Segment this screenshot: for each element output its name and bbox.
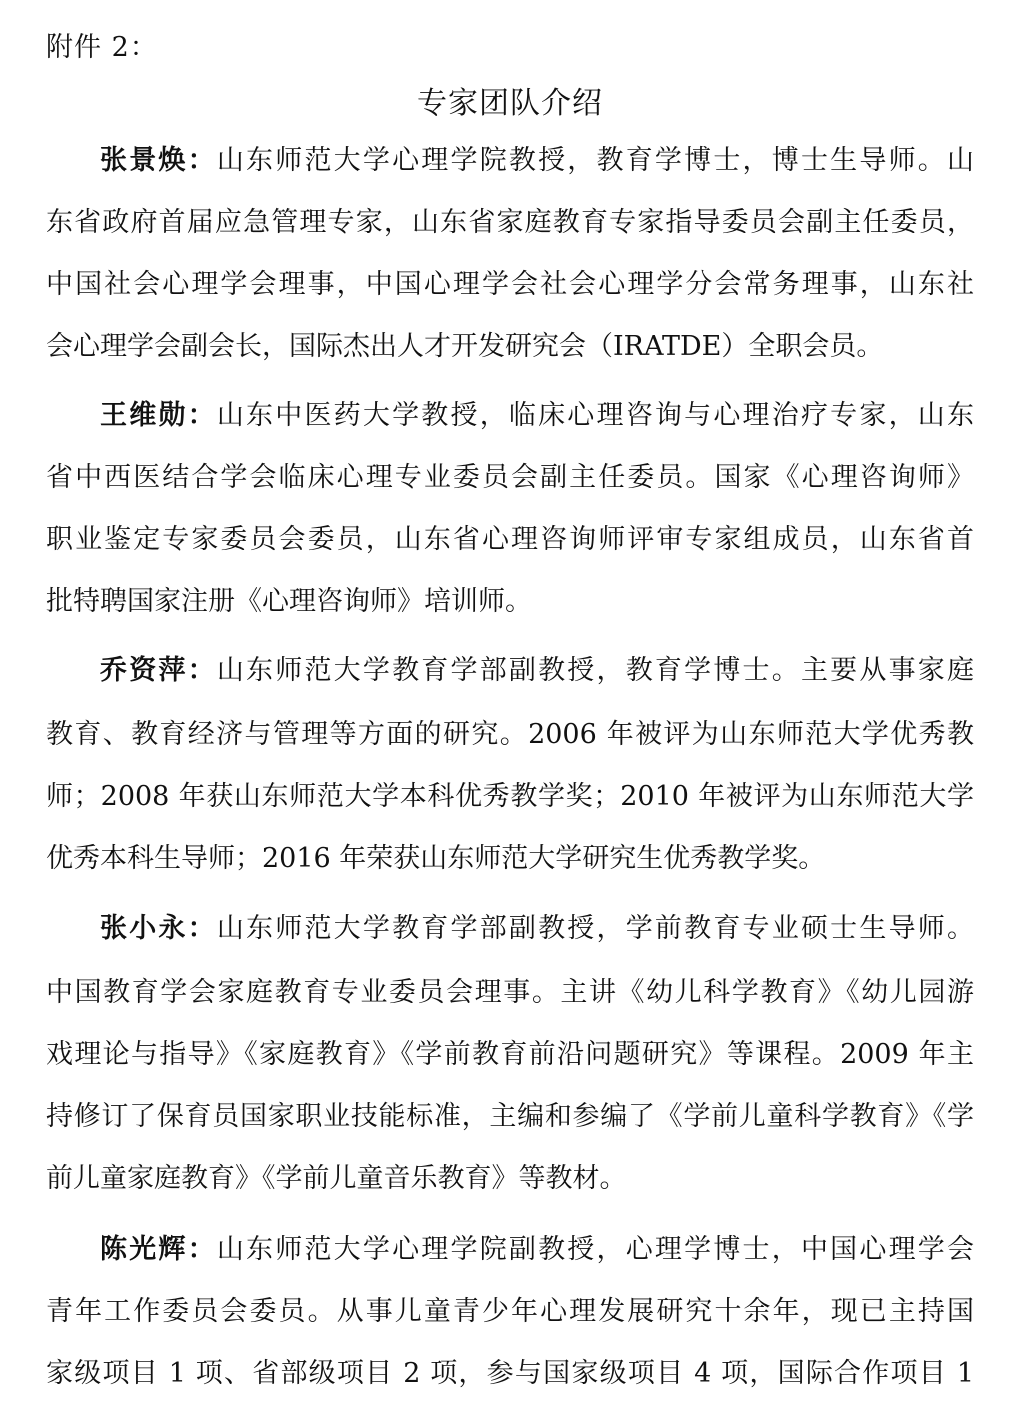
expert-paragraph-line: 批特聘国家注册《心理咨询师》培训师。 bbox=[46, 586, 532, 617]
attachment-label: 附件 2： bbox=[46, 32, 158, 63]
expert-paragraph-line: 张景焕：山东师范大学心理学院教授，教育学博士，博士生导师。山 bbox=[100, 145, 974, 176]
expert-name: 陈光辉： bbox=[100, 1234, 217, 1265]
expert-paragraph-line: 职业鉴定专家委员会委员，山东省心理咨询师评审专家组成员，山东省首 bbox=[46, 524, 974, 555]
expert-paragraph-line: 师；2008 年获山东师范大学本科优秀教学奖；2010 年被评为山东师范大学 bbox=[46, 781, 974, 812]
expert-paragraph-line: 乔资萍：山东师范大学教育学部副教授，教育学博士。主要从事家庭 bbox=[100, 655, 974, 686]
expert-paragraph-line: 张小永：山东师范大学教育学部副教授，学前教育专业硕士生导师。 bbox=[100, 913, 974, 944]
expert-paragraph-line: 持修订了保育员国家职业技能标准，主编和参编了《学前儿童科学教育》《学 bbox=[46, 1101, 974, 1132]
expert-name: 张小永： bbox=[100, 913, 217, 944]
expert-paragraph-line: 中国社会心理学会理事，中国心理学会社会心理学分会常务理事，山东社 bbox=[46, 269, 974, 300]
expert-paragraph-line: 省中西医结合学会临床心理专业委员会副主任委员。国家《心理咨询师》 bbox=[46, 462, 974, 493]
expert-name: 张景焕： bbox=[100, 145, 217, 176]
expert-paragraph-line: 陈光辉：山东师范大学心理学院副教授，心理学博士，中国心理学会 bbox=[100, 1234, 974, 1265]
expert-name: 王维勋： bbox=[100, 400, 217, 431]
expert-paragraph-line: 家级项目 1 项、省部级项目 2 项，参与国家级项目 4 项，国际合作项目 1 bbox=[46, 1358, 974, 1389]
expert-paragraph-line: 王维勋：山东中医药大学教授，临床心理咨询与心理治疗专家，山东 bbox=[100, 400, 974, 431]
expert-paragraph-line: 会心理学会副会长，国际杰出人才开发研究会（IRATDE）全职会员。 bbox=[46, 331, 884, 362]
expert-paragraph-line: 戏理论与指导》《家庭教育》《学前教育前沿问题研究》等课程。2009 年主 bbox=[46, 1039, 974, 1070]
expert-name: 乔资萍： bbox=[100, 655, 217, 686]
document-title: 专家团队介绍 bbox=[417, 86, 603, 121]
expert-paragraph-line: 青年工作委员会委员。从事儿童青少年心理发展研究十余年，现已主持国 bbox=[46, 1296, 974, 1327]
expert-paragraph-line: 中国教育学会家庭教育专业委员会理事。主讲《幼儿科学教育》《幼儿园游 bbox=[46, 977, 974, 1008]
expert-paragraph-line: 优秀本科生导师；2016 年荣获山东师范大学研究生优秀教学奖。 bbox=[46, 843, 826, 874]
expert-paragraph-line: 教育、教育经济与管理等方面的研究。2006 年被评为山东师范大学优秀教 bbox=[46, 719, 974, 750]
expert-paragraph-line: 东省政府首届应急管理专家，山东省家庭教育专家指导委员会副主任委员， bbox=[46, 207, 974, 238]
expert-paragraph-line: 前儿童家庭教育》《学前儿童音乐教育》等教材。 bbox=[46, 1163, 627, 1194]
